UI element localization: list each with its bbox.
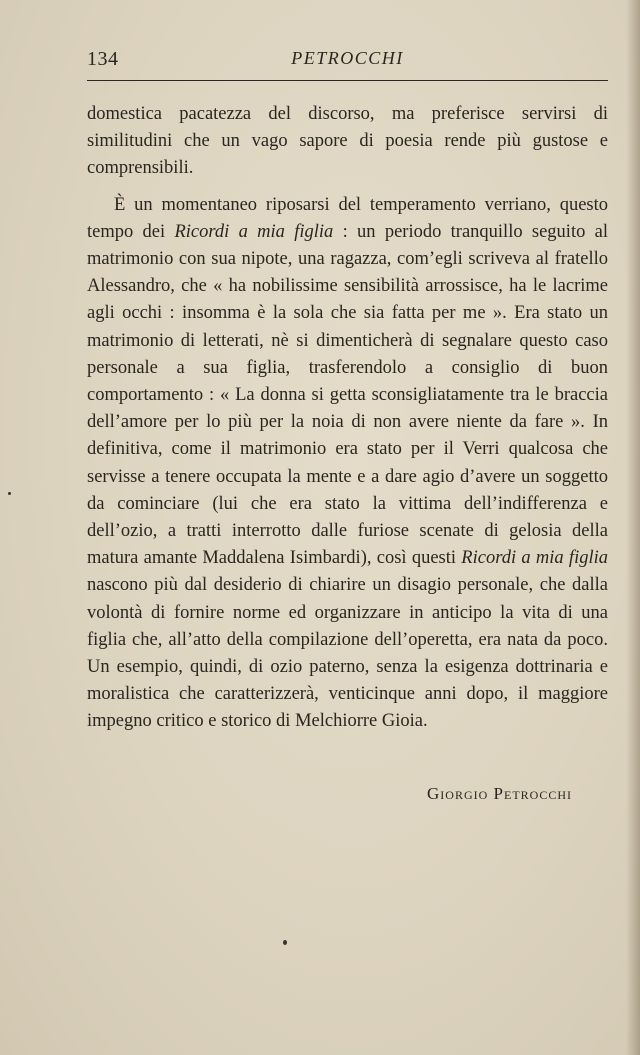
paper-speck [283,940,287,945]
book-title-italic: Ricordi a mia figlia [461,548,608,569]
book-title-italic: Ricordi a mia figlia [174,221,334,242]
paragraph-2-text-c: nascono più dal desiderio di chiarire un disagio personale, che dalla volontà di fornire norme ed organizzare in anticipo la vita di una figlia che, all’atto della compilazione dell’operetta, era nata da poco. Un esempio, quindi, di ozio paterno, senza la esigenza dottrinaria e moralistica che caratterizzerà, venticinque anni dopo, il maggiore impegno critico e storico di Melchiorre Gioia. [87,575,608,732]
running-title: PETROCCHI [291,48,404,68]
page-edge-shadow [626,0,640,1055]
paper-speck [8,492,11,495]
body-text [87,101,608,736]
paragraph-2 [87,192,608,736]
running-head [87,46,608,76]
paragraph-1-text: domestica pacatezza del discorso, ma preferisce servirsi di similitudini che un vago sapore di poesia rende più gustose e comprensibili. [87,104,608,179]
paragraph-2-text-b: : un periodo tranquillo seguito al matrimonio con sua nipote, una ragazza, com’egli scriveva al fratello Alessandro, che « ha nobilissime sensibilità arrossisce, ha le lacrime agli occhi : insomma è la sola che sia fatta per me ». Era stato un matrimonio di letterati, nè si dimenticherà di segnalare questo caso personale a sua figlia, trasferendolo a consiglio di buon comportamento : « La donna si getta sconsigliatamente tra le braccia dell’amore per lo più per la noia di non avere niente da fare ». In definitiva, come il matrimonio era stato per il Verri qualcosa che servisse a tenere occupata la mente e a dare agio d’avere un soggetto da cominciare (lui che era stato la vittima dell’indifferenza e dell’ozio, a tratti interrotto dalle furiose scenate di gelosia della matura amante Maddalena Isimbardi), così questi [87,221,608,569]
author-signature: Giorgio Petrocchi [427,784,572,803]
header-rule [87,80,608,81]
page-number: 134 [87,48,119,70]
paragraph-1 [87,101,608,183]
paragraph-2-text-a: È un momentaneo riposarsi del temperamento verriano, questo tempo dei [87,194,608,242]
